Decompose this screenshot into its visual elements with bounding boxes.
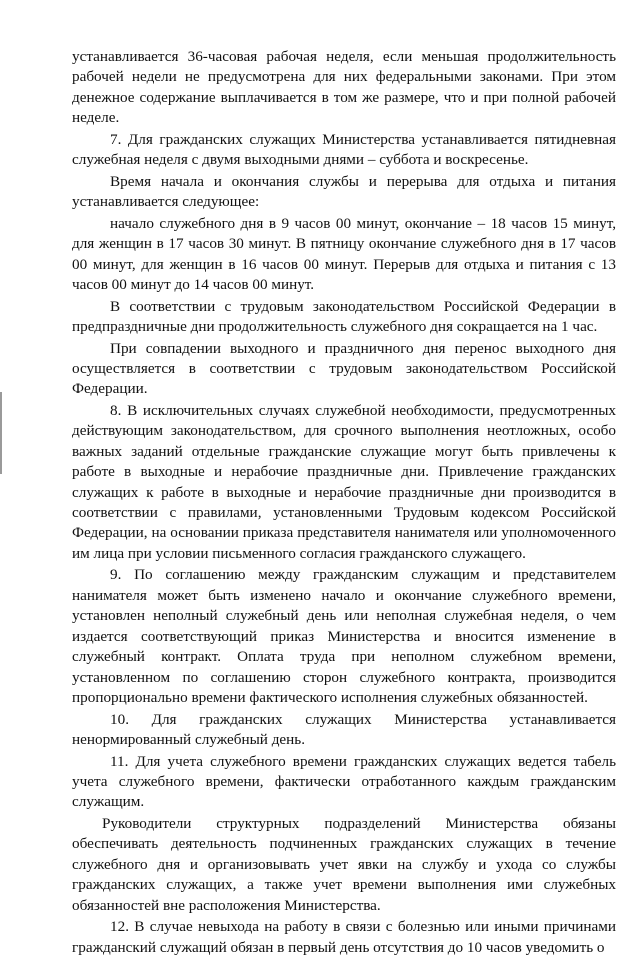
paragraph-item-10: 10. Для гражданских служащих Министерства устанавливается ненормированный служебный день. — [72, 710, 616, 748]
paragraph-item-7: 7. Для гражданских служащих Министерства устанавливается пятидневная служебная неделя с двумя выходными днями – суббота и воскресенье. — [72, 130, 616, 169]
paragraph-item-12: 12. В случае невыхода на работу в связи с болезнью или иными причинами гражданский служащий обязан в первый день отсутствия до 10 часов уведомить о — [72, 918, 616, 956]
paragraph-pre-holiday: В соответствии с трудовым законодательством Российской Федерации в предпраздничные дни продолжительность служебного дня сокращается на 1 час. — [72, 297, 616, 336]
paragraph-item-9: 9. По соглашению между гражданским служащим и представителем нанимателя может быть изменено начало и окончание служебного времени, установлен неполный служебный день или неполная служебная неделя, о чем издается соответствующий приказ Министерства и вносится изменение в служебный контракт. Оплата труда при неполном служебном времени, установленном по соглашению сторон служебного контракта, производится пропорционально времени фактического исполнения служебных обязанностей. — [72, 566, 616, 706]
scan-margin-mark — [0, 392, 2, 474]
document-body — [72, 47, 616, 959]
paragraph-item-11: 11. Для учета служебного времени гражданских служащих ведется табель учета служебного времени, фактически отработанного каждым гражданским служащим. — [72, 752, 616, 811]
paragraph-work-time: Время начала и окончания службы и перерыва для отдыха и питания устанавливается следующее: — [72, 172, 616, 211]
paragraph-managers: Руководители структурных подразделений Министерства обязаны обеспечивать деятельность подчиненных гражданских служащих в течение служебного дня и организовывать учет явки на службу и ухода со службы гражданских служащих, а также учет времени выполнения ими служебных обязанностей вне расположения Министерства. — [72, 814, 616, 914]
paragraph-schedule: начало служебного дня в 9 часов 00 минут, окончание – 18 часов 15 минут, для женщин в 17 часов 30 минут. В пятницу окончание служебного дня в 17 часов 00 минут, для женщин в 16 часов 00 минут. Перерыв для отдыха и питания с 13 часов 00 минут до 14 часов 00 минут. — [72, 214, 616, 294]
paragraph-holiday-transfer: При совпадении выходного и праздничного дня перенос выходного дня осуществляется в соответствии с трудовым законодательством Российской Федерации. — [72, 339, 616, 398]
paragraph-continuation: устанавливается 36-часовая рабочая неделя, если меньшая продолжительность рабочей недели не предусмотрена для них федеральными законами. При этом денежное содержание выплачивается в том же размере, что и при полной рабочей неделе. — [72, 48, 616, 127]
paragraph-item-8: 8. В исключительных случаях служебной необходимости, предусмотренных действующим законодательством, для срочного выполнения неотложных, особо важных заданий отдельные гражданские служащие могут быть привлечены к работе в выходные и нерабочие праздничные дни. Привлечение гражданских служащих к работе в выходные и нерабочие праздничные дни производится в соответствии с правилами, установленными Трудовым кодексом Российской Федерации, на основании приказа представителя нанимателя или уполномоченного им лица при условии письменного согласия гражданского служащего. — [72, 402, 616, 562]
